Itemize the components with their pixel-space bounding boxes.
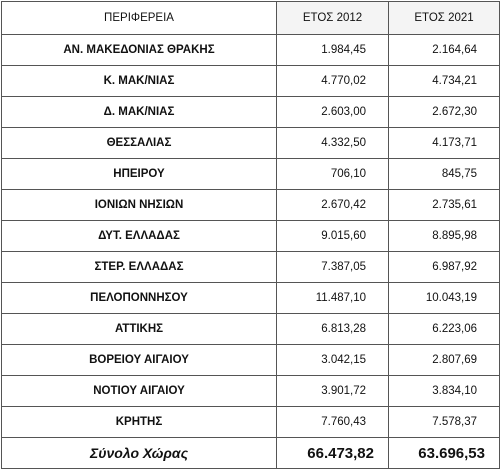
value-2021: 3.834,10 [389, 376, 500, 407]
region-name: Κ. ΜΑΚ/ΝΙΑΣ [2, 66, 277, 97]
table-row [2, 128, 500, 159]
value-2012: 1.984,45 [277, 35, 389, 66]
header-year-2021: ΕΤΟΣ 2021 [389, 2, 500, 35]
header-year-2012: ΕΤΟΣ 2012 [277, 2, 389, 35]
total-2021: 63.696,53 [389, 438, 500, 469]
region-name: ΚΡΗΤΗΣ [2, 407, 277, 438]
value-2021: 4.173,71 [389, 128, 500, 159]
value-2021: 2.807,69 [389, 345, 500, 376]
total-label: Σύνολο Χώρας [2, 438, 277, 469]
table-row [2, 407, 500, 438]
value-2012: 7.387,05 [277, 252, 389, 283]
value-2012: 3.042,15 [277, 345, 389, 376]
table-row [2, 376, 500, 407]
table-row [2, 314, 500, 345]
region-name: ΙΟΝΙΩΝ ΝΗΣΙΩΝ [2, 190, 277, 221]
table-row [2, 97, 500, 128]
total-row [2, 438, 500, 469]
regions-table [1, 1, 500, 469]
value-2021: 2.164,64 [389, 35, 500, 66]
total-2012: 66.473,82 [277, 438, 389, 469]
value-2021: 2.672,30 [389, 97, 500, 128]
value-2021: 6.223,06 [389, 314, 500, 345]
value-2012: 706,10 [277, 159, 389, 190]
header-row [2, 2, 500, 35]
region-name: ΒΟΡΕΙΟΥ ΑΙΓΑΙΟΥ [2, 345, 277, 376]
value-2021: 2.735,61 [389, 190, 500, 221]
table-row [2, 66, 500, 97]
table-row [2, 159, 500, 190]
data-table-container [1, 1, 499, 462]
table-row [2, 190, 500, 221]
value-2012: 7.760,43 [277, 407, 389, 438]
value-2012: 4.332,50 [277, 128, 389, 159]
region-name: ΠΕΛΟΠΟΝΝΗΣΟΥ [2, 283, 277, 314]
value-2012: 3.901,72 [277, 376, 389, 407]
table-row [2, 252, 500, 283]
value-2012: 2.670,42 [277, 190, 389, 221]
value-2021: 8.895,98 [389, 221, 500, 252]
value-2021: 10.043,19 [389, 283, 500, 314]
region-name: ΝΟΤΙΟΥ ΑΙΓΑΙΟΥ [2, 376, 277, 407]
table-row [2, 221, 500, 252]
value-2012: 2.603,00 [277, 97, 389, 128]
table-row [2, 35, 500, 66]
value-2021: 845,75 [389, 159, 500, 190]
value-2012: 6.813,28 [277, 314, 389, 345]
table-row [2, 283, 500, 314]
header-region: ΠΕΡΙΦΕΡΕΙΑ [2, 2, 277, 35]
value-2012: 4.770,02 [277, 66, 389, 97]
region-name: ΣΤΕΡ. ΕΛΛΑΔΑΣ [2, 252, 277, 283]
value-2021: 4.734,21 [389, 66, 500, 97]
table-row [2, 345, 500, 376]
value-2021: 6.987,92 [389, 252, 500, 283]
region-name: Δ. ΜΑΚ/ΝΙΑΣ [2, 97, 277, 128]
value-2012: 11.487,10 [277, 283, 389, 314]
region-name: ΗΠΕΙΡΟΥ [2, 159, 277, 190]
value-2021: 7.578,37 [389, 407, 500, 438]
region-name: ΘΕΣΣΑΛΙΑΣ [2, 128, 277, 159]
region-name: ΑΤΤΙΚΗΣ [2, 314, 277, 345]
value-2012: 9.015,60 [277, 221, 389, 252]
region-name: ΑΝ. ΜΑΚΕΔΟΝΙΑΣ ΘΡΑΚΗΣ [2, 35, 277, 66]
region-name: ΔΥΤ. ΕΛΛΑΔΑΣ [2, 221, 277, 252]
